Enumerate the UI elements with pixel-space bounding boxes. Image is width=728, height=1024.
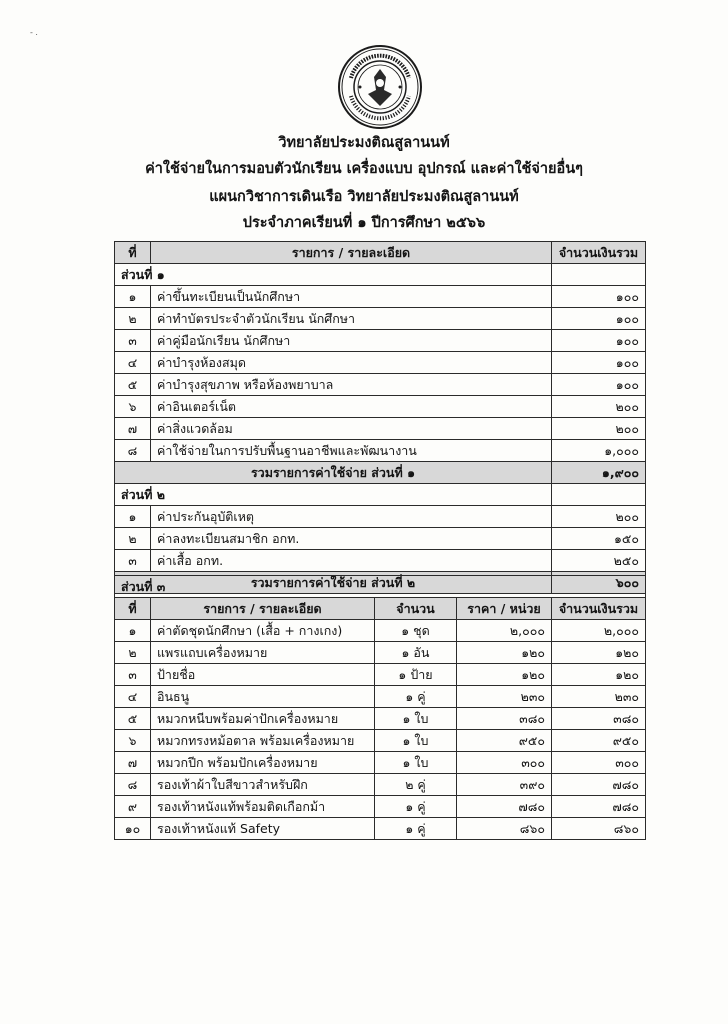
table-row: ๑๐ รองเท้าหนังแท้ Safety ๑ คู่ ๘๖๐ ๘๖๐ bbox=[115, 818, 646, 840]
department-title: แผนกวิชาการเดินเรือ วิทยาลัยประมงติณสูลานนท์ bbox=[209, 189, 519, 205]
table-row: ๑ ค่าตัดชุดนักศึกษา (เสื้อ + กางเกง) ๑ ชุด ๒,๐๐๐ ๒,๐๐๐ bbox=[115, 620, 646, 642]
table-row: ๗ ค่าสิ่งแวดล้อม ๒๐๐ bbox=[115, 418, 646, 440]
subtotal-value: ๑,๙๐๐ bbox=[552, 462, 646, 484]
table-row: ๕ หมวกหนีบพร้อมค่าปักเครื่องหมาย ๑ ใบ ๓๘๐ ๓๘๐ bbox=[115, 708, 646, 730]
header-price: ราคา / หน่วย bbox=[457, 598, 552, 620]
fees-table-part-3 bbox=[114, 575, 646, 840]
college-title: วิทยาลัยประมงติณสูลานนท์ bbox=[278, 135, 450, 151]
header-no: ที่ bbox=[115, 242, 151, 264]
table-row: ๗ หมวกปีก พร้อมปักเครื่องหมาย ๑ ใบ ๓๐๐ ๓๐๐ bbox=[115, 752, 646, 774]
header-qty: จำนวน bbox=[375, 598, 457, 620]
subtotal-label: รวมรายการค่าใช้จ่าย ส่วนที่ ๑ bbox=[115, 462, 552, 484]
section-row-part-2 bbox=[115, 484, 646, 506]
table-row: ๒ แพรแถบเครื่องหมาย ๑ อัน ๑๒๐ ๑๒๐ bbox=[115, 642, 646, 664]
header-no: ที่ bbox=[115, 598, 151, 620]
subtotal-label: รวมรายการค่าใช้จ่าย ส่วนที่ ๒ bbox=[115, 572, 552, 594]
college-seal bbox=[337, 44, 423, 130]
table-row: ๘ ค่าใช้จ่ายในการปรับพื้นฐานอาชีพและพัฒนางาน ๑,๐๐๐ bbox=[115, 440, 646, 462]
table-header-row bbox=[115, 598, 646, 620]
header-item: รายการ / รายละเอียด bbox=[151, 242, 552, 264]
table-row: ๓ ค่าเสื้อ อกท. ๒๕๐ bbox=[115, 550, 646, 572]
fees-table-part-1-2 bbox=[114, 241, 646, 594]
table-row: ๑ ค่าประกันอุบัติเหตุ ๒๐๐ bbox=[115, 506, 646, 528]
subtotal-row-part-1 bbox=[115, 462, 646, 484]
header-total: จำนวนเงินรวม bbox=[552, 598, 646, 620]
table-header-row bbox=[115, 242, 646, 264]
seal-emblem-icon bbox=[337, 44, 423, 130]
section-label: ส่วนที่ ๑ bbox=[115, 264, 552, 286]
table-row: ๓ ค่าคู่มือนักเรียน นักศึกษา ๑๐๐ bbox=[115, 330, 646, 352]
section-row-part-1 bbox=[115, 264, 646, 286]
table-row: ๖ ค่าอินเตอร์เน็ต ๒๐๐ bbox=[115, 396, 646, 418]
table-row: ๒ ค่าทำบัตรประจำตัวนักเรียน นักศึกษา ๑๐๐ bbox=[115, 308, 646, 330]
table-row: ๕ ค่าบำรุงสุขภาพ หรือห้องพยาบาล ๑๐๐ bbox=[115, 374, 646, 396]
corner-mark: - . bbox=[30, 28, 38, 37]
table-row: ๙ รองเท้าหนังแท้พร้อมติดเกือกม้า ๑ คู่ ๗๘๐ ๗๘๐ bbox=[115, 796, 646, 818]
section-label: ส่วนที่ ๓ bbox=[115, 576, 646, 598]
table-row: ๖ หมวกทรงหม้อตาล พร้อมเครื่องหมาย ๑ ใบ ๙๕๐ ๙๕๐ bbox=[115, 730, 646, 752]
subtotal-value: ๖๐๐ bbox=[552, 572, 646, 594]
table-row: ๓ ป้ายชื่อ ๑ ป้าย ๑๒๐ ๑๒๐ bbox=[115, 664, 646, 686]
table-row: ๔ อินธนู ๑ คู่ ๒๓๐ ๒๓๐ bbox=[115, 686, 646, 708]
table-row: ๔ ค่าบำรุงห้องสมุด ๑๐๐ bbox=[115, 352, 646, 374]
section-row-part-3 bbox=[115, 576, 646, 598]
section-label: ส่วนที่ ๒ bbox=[115, 484, 552, 506]
table-row: ๒ ค่าลงทะเบียนสมาชิก อกท. ๑๕๐ bbox=[115, 528, 646, 550]
table-row: ๑ ค่าขึ้นทะเบียนเป็นนักศึกษา ๑๐๐ bbox=[115, 286, 646, 308]
header-item: รายการ / รายละเอียด bbox=[151, 598, 375, 620]
term-title: ประจำภาคเรียนที่ ๑ ปีการศึกษา ๒๕๖๖ bbox=[242, 215, 486, 231]
header-total: จำนวนเงินรวม bbox=[552, 242, 646, 264]
table-row: ๘ รองเท้าผ้าใบสีขาวสำหรับฝึก ๒ คู่ ๓๙๐ ๗๘๐ bbox=[115, 774, 646, 796]
document-subtitle: ค่าใช้จ่ายในการมอบตัวนักเรียน เครื่องแบบ อุปกรณ์ และค่าใช้จ่ายอื่นๆ bbox=[145, 161, 583, 177]
